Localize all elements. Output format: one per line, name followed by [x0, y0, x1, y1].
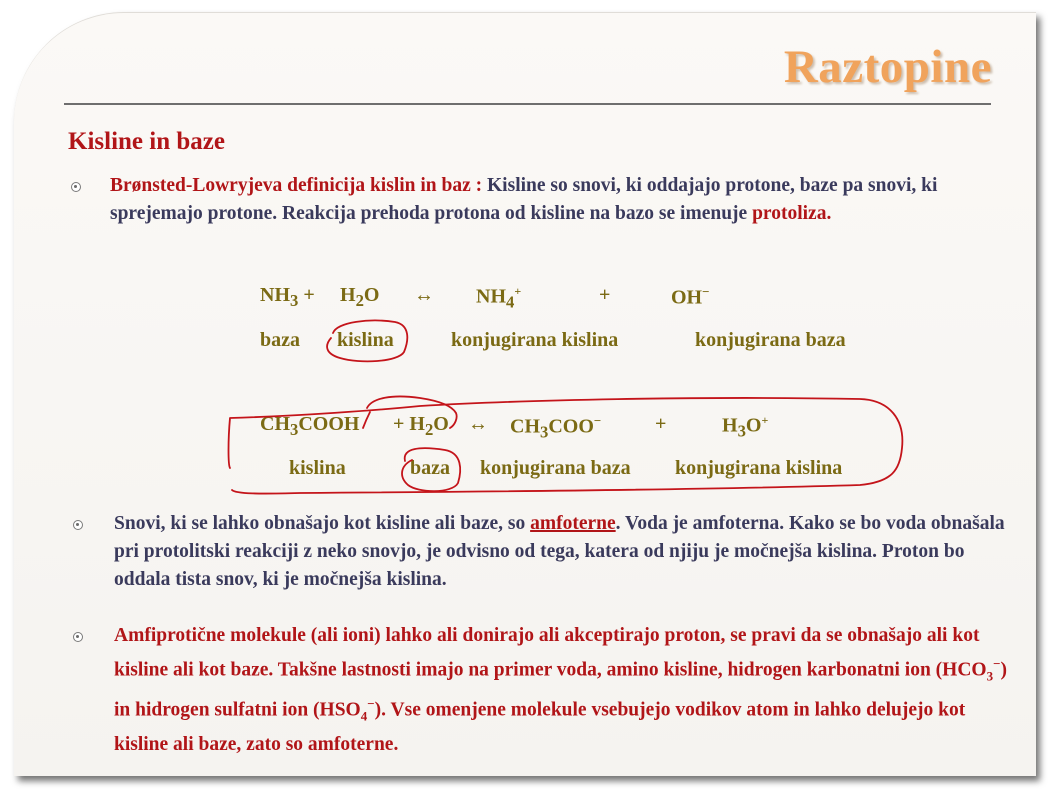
amphiprotic-part3: ). Vse omenjene molekule vsebujejo vodikov atom in lahko delujejo kot kisline ali baze, zato so amfoterne. [114, 699, 966, 755]
formula-sub: 4 [506, 292, 515, 312]
formula-text: COOH [298, 413, 360, 435]
reaction1-label-conj-acid: konjugirana kislina [451, 329, 619, 351]
formula-sub: 2 [424, 420, 434, 439]
formula-sup: − [702, 284, 710, 299]
formula-text: O [745, 414, 762, 437]
reaction1-nh4 [476, 284, 521, 313]
formula-text: H [722, 414, 738, 437]
plus-sign: + [303, 284, 315, 306]
formula-sub: 3 [737, 421, 746, 441]
bullet-icon [73, 520, 83, 530]
reaction1-label-base: baza [260, 329, 300, 351]
formula-text: O [433, 413, 449, 435]
reaction1-h2o [340, 284, 379, 311]
formula-sub: 2 [355, 291, 364, 310]
hco3-sub: 3 [986, 668, 994, 684]
hco3-sup: − [993, 656, 1001, 671]
definition-lead: Brønsted-Lowryjeva definicija kislin in baz : [110, 175, 483, 196]
definition-body: Kisline so snovi, ki oddajajo protone, baze pa snovi, ki sprejemajo protone. Reakcija prehoda protona od kisline na bazo se imenuje [110, 175, 938, 224]
formula-text: NH [260, 284, 290, 306]
bullet-amphiprotic [114, 622, 1009, 759]
amphoteric-term: amfoterne [530, 513, 616, 534]
bullet-amphoteric [114, 510, 1009, 594]
formula-sub: 3 [290, 291, 299, 310]
reaction2-plus: + [655, 413, 667, 435]
reaction2-arrow: ↔ [468, 413, 488, 435]
reaction2-label-acid: kislina [289, 457, 346, 479]
reaction2-label-conj-acid: konjugirana kislina [675, 457, 843, 479]
hso4-sub: 4 [360, 708, 368, 724]
formula-sub: 3 [290, 420, 299, 439]
reaction2-h3o [722, 413, 768, 442]
reaction2-ch3cooh [260, 413, 359, 440]
reaction1-label-acid: kislina [337, 329, 394, 351]
amphoteric-before: Snovi, ki se lahko obnašajo kot kisline ali baze, so [114, 513, 526, 534]
reaction2-label-conj-base: konjugirana baza [480, 457, 631, 479]
formula-sup: + [514, 284, 522, 298]
formula-text: OH [671, 286, 703, 309]
bullet-icon [71, 182, 81, 192]
hso4-sup: − [367, 696, 375, 712]
reaction1-label-conj-base: konjugirana baza [695, 329, 846, 351]
definition-term: protoliza. [752, 203, 832, 224]
formula-sup: + [761, 413, 769, 427]
slide-title: Raztopine [783, 41, 992, 93]
formula-text: + H [393, 413, 425, 435]
section-heading: Kisline in baze [68, 128, 225, 155]
reaction1-nh3 [260, 284, 315, 311]
bullet-definition [110, 172, 1005, 228]
reaction1-plus: + [599, 284, 611, 306]
formula-text: COO [548, 415, 594, 438]
reaction1-arrow: ↔ [414, 284, 434, 306]
formula-text: CH [260, 413, 290, 435]
formula-sup: − [593, 413, 602, 428]
bullet-icon [73, 632, 83, 642]
reaction1-oh [671, 284, 710, 310]
formula-text: O [363, 284, 380, 306]
formula-sub: 3 [540, 422, 549, 442]
reaction2-ch3coo [510, 413, 601, 443]
reaction2-h2o [393, 413, 449, 440]
formula-text: H [340, 284, 356, 306]
reaction2-label-base: baza [410, 457, 450, 479]
formula-text: NH [476, 285, 506, 308]
amphiprotic-part2: ) in hidrogen sulfatni ion (HSO [114, 659, 1008, 721]
amphoteric-after: . Voda je amfoterna. Kako se bo voda obnašala pri protolitski reakciji z neko snovjo, je odvisno od tega, katera od njiju je močnejša kislina. Proton bo oddala tista snov, ki je močnejša kislina. [114, 513, 1005, 590]
formula-text: CH [510, 415, 540, 438]
amphiprotic-part1: Amfiprotične molekule (ali ioni) lahko ali donirajo ali akceptirajo proton, se pravi da se obnašajo ali kot kisline ali kot baze. Takšne lastnosti imajo na primer voda, amino kisline, hidrogen karbonatni ion (HCO [114, 625, 987, 681]
title-divider [64, 103, 991, 105]
